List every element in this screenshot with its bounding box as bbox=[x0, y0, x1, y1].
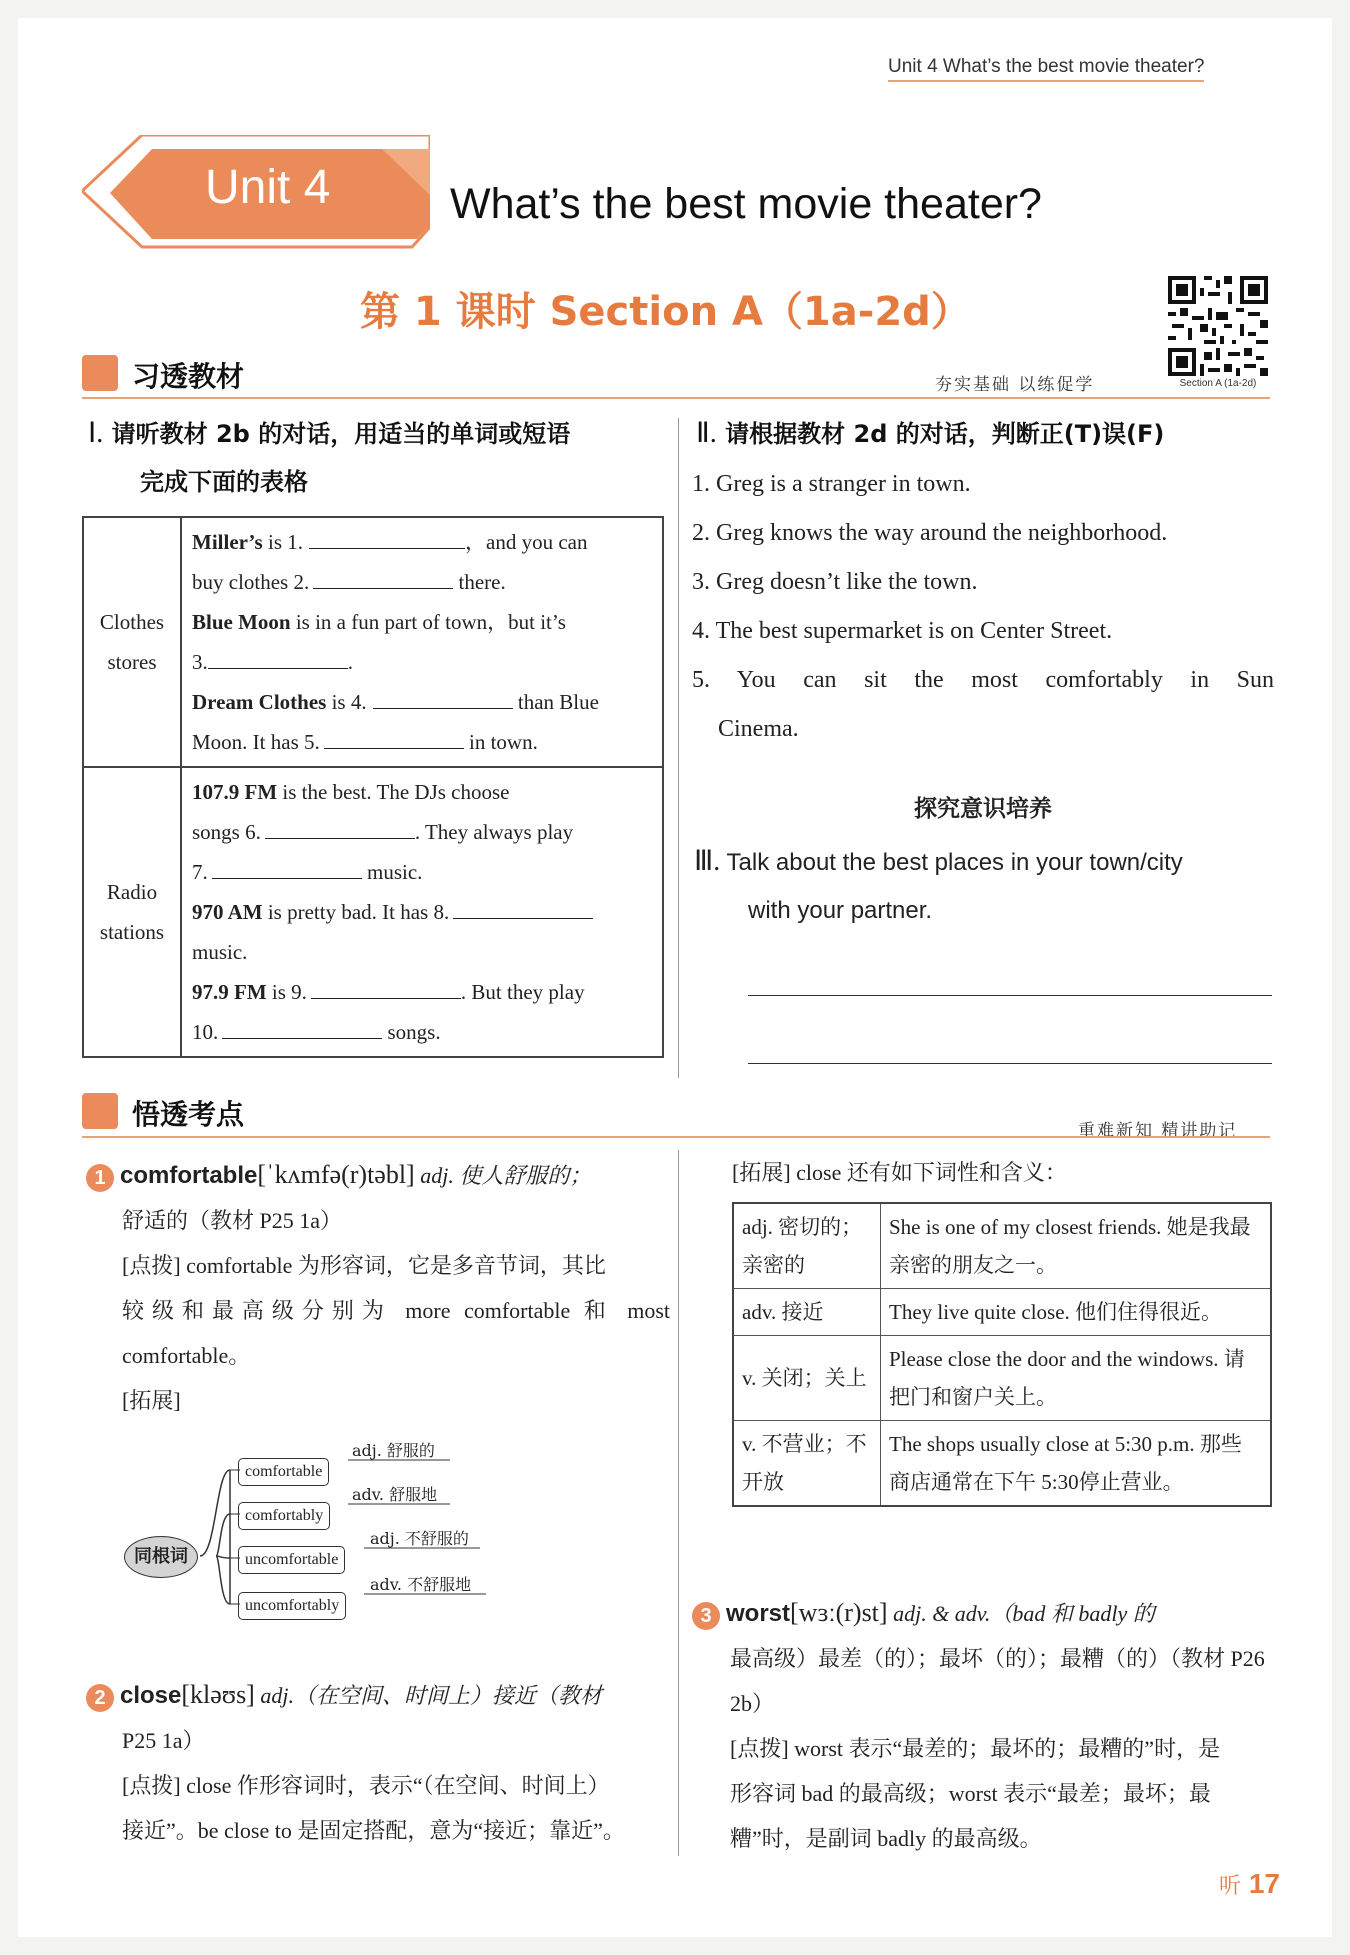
text: 10. bbox=[192, 1020, 219, 1044]
blank-3[interactable] bbox=[208, 644, 348, 669]
unit-label: Unit 4 bbox=[205, 161, 331, 214]
text: 7. bbox=[192, 860, 208, 884]
keypoint-2 bbox=[86, 1672, 670, 1853]
text: is the best. The DJs choose bbox=[277, 780, 510, 804]
station-name: 107.9 FM bbox=[192, 780, 278, 804]
text: songs 6. bbox=[192, 820, 261, 844]
text: [点拨] worst 表示“最差的；最坏的；最糟的”时，是 bbox=[730, 1736, 1221, 1761]
text: 3. bbox=[192, 650, 208, 674]
blank-5[interactable] bbox=[324, 724, 464, 749]
definition: adj. 使人舒服的； bbox=[414, 1163, 592, 1188]
table-cell-clothes bbox=[181, 517, 663, 767]
text: is 4. bbox=[326, 690, 367, 714]
tf-item: Cinema. bbox=[718, 716, 799, 742]
text: music. bbox=[361, 860, 423, 884]
tree-word: comfortably bbox=[238, 1502, 330, 1530]
text: [点拨] close 作形容词时，表示“（在空间、时间上） bbox=[122, 1773, 610, 1798]
table-row bbox=[733, 1336, 1271, 1421]
q1-num: Ⅰ. bbox=[88, 418, 104, 449]
text: . They always play bbox=[414, 820, 574, 844]
pos-cell: v. 关闭；关上 bbox=[733, 1336, 881, 1421]
tf-item: 5. You can sit the most comfortably in Sun bbox=[692, 667, 1274, 693]
q1-line2: 完成下面的表格 bbox=[140, 468, 308, 496]
close-meanings-table bbox=[732, 1202, 1272, 1507]
text: there. bbox=[453, 570, 506, 594]
tree-word: comfortable bbox=[238, 1458, 329, 1486]
example-cell: They live quite close. 他们住得很近。 bbox=[881, 1289, 1272, 1336]
table-row bbox=[733, 1421, 1271, 1507]
tf-item: 3. Greg doesn’t like the town. bbox=[692, 569, 978, 595]
text: comfortable。 bbox=[122, 1343, 251, 1368]
table-category: Radio stations bbox=[83, 767, 181, 1057]
q2-num: Ⅱ. bbox=[696, 418, 717, 449]
blank-4[interactable] bbox=[373, 684, 513, 709]
sub-title: 探究意识培养 bbox=[914, 796, 1052, 822]
text: in town. bbox=[463, 730, 538, 754]
page-prefix: 听 bbox=[1219, 1873, 1242, 1898]
word-tree bbox=[120, 1430, 500, 1670]
text: is 9. bbox=[266, 980, 307, 1004]
text: ，and you can bbox=[465, 530, 588, 554]
qr-code-icon[interactable] bbox=[1168, 276, 1268, 376]
definition: adj. & adv.（bad 和 badly 的 bbox=[887, 1601, 1155, 1626]
tf-item: 1. Greg is a stranger in town. bbox=[692, 471, 971, 497]
blank-10[interactable] bbox=[222, 1014, 382, 1039]
example-cell: She is one of my closest friends. 她是我最亲密的朋友之一。 bbox=[881, 1203, 1272, 1289]
store-name: Dream Clothes bbox=[192, 690, 327, 714]
tree-gloss: adv. 不舒服地 bbox=[370, 1575, 472, 1594]
text: 最高级）最差（的）；最坏（的）；最糟（的）（教材 P26 bbox=[730, 1646, 1265, 1671]
table-row bbox=[733, 1289, 1271, 1336]
answer-line[interactable] bbox=[748, 995, 1272, 996]
section2-right: 重难新知 精讲助记 bbox=[1078, 1121, 1238, 1141]
pos-cell: adj. 密切的；亲密的 bbox=[733, 1203, 881, 1289]
q3 bbox=[694, 838, 1274, 935]
column-divider bbox=[678, 1150, 679, 1856]
blank-1[interactable] bbox=[309, 524, 465, 549]
blank-7[interactable] bbox=[212, 854, 362, 879]
blank-2[interactable] bbox=[313, 564, 453, 589]
phonetic: [kləʊs] bbox=[181, 1680, 255, 1709]
tree-root: 同根词 bbox=[124, 1536, 198, 1578]
station-name: 97.9 FM bbox=[192, 980, 267, 1004]
page-number bbox=[1219, 1868, 1280, 1900]
section1-rule bbox=[82, 397, 1270, 399]
text: is in a fun part of town，but it’s bbox=[290, 610, 566, 634]
section2-rule bbox=[82, 1136, 1270, 1138]
text: than Blue bbox=[512, 690, 599, 714]
q3-line2: with your partner. bbox=[748, 897, 933, 924]
table-cell-radio bbox=[181, 767, 663, 1057]
table-row bbox=[733, 1203, 1271, 1289]
keypoint-number: 2 bbox=[86, 1684, 114, 1712]
pos-cell: v. 不营业；不开放 bbox=[733, 1421, 881, 1507]
keypoint-word: close bbox=[120, 1682, 182, 1709]
running-head: Unit 4 What’s the best movie theater? bbox=[888, 56, 1204, 82]
tree-word: uncomfortably bbox=[238, 1592, 346, 1620]
tree-gloss: adj. 舒服的 bbox=[352, 1441, 435, 1460]
tf-item: 2. Greg knows the way around the neighborhood. bbox=[692, 520, 1168, 546]
blank-6[interactable] bbox=[265, 814, 415, 839]
qr-label: Section A (1a-2d) bbox=[1179, 378, 1257, 389]
station-name: 970 AM bbox=[192, 900, 263, 924]
text: music. bbox=[192, 940, 248, 964]
example-cell: Please close the door and the windows. 请把门和窗户关上。 bbox=[881, 1336, 1272, 1421]
keypoint-3 bbox=[692, 1590, 1274, 1861]
keypoint-number: 3 bbox=[692, 1602, 720, 1630]
pos-cell: adv. 接近 bbox=[733, 1289, 881, 1336]
section2-title: 悟透考点 bbox=[132, 1098, 245, 1131]
section1-title: 习透教材 bbox=[132, 360, 245, 393]
expand-title: [拓展] close 还有如下词性和含义： bbox=[732, 1160, 1067, 1185]
keypoint-word: worst bbox=[726, 1600, 791, 1627]
tree-word: uncomfortable bbox=[238, 1546, 345, 1574]
text: [点拨] comfortable 为形容词，它是多音节词，其比 bbox=[122, 1253, 606, 1278]
unit-title: What’s the best movie theater? bbox=[450, 180, 1042, 228]
phonetic: [ˈkʌmfə(r)təbl] bbox=[257, 1160, 415, 1189]
store-name: Miller’s bbox=[192, 530, 263, 554]
q1-heading bbox=[88, 410, 678, 506]
section1-right: 夯实基础 以练促学 bbox=[935, 375, 1095, 395]
page-num: 17 bbox=[1248, 1868, 1280, 1899]
text: 较级和最高级分别为 more comfortable 和 most bbox=[122, 1298, 670, 1323]
example-cell: The shops usually close at 5:30 p.m. 那些商店通常在下午 5:30停止营业。 bbox=[881, 1421, 1272, 1507]
tree-gloss: adj. 不舒服的 bbox=[370, 1529, 469, 1548]
text: songs. bbox=[382, 1020, 441, 1044]
tree-gloss: adv. 舒服地 bbox=[352, 1485, 438, 1504]
keypoint-1 bbox=[86, 1152, 670, 1423]
column-divider bbox=[678, 418, 679, 1078]
blank-8[interactable] bbox=[453, 894, 593, 919]
lesson-heading: 第 1 课时 Section A（1a-2d） bbox=[360, 289, 971, 335]
phonetic: [wɜː(r)st] bbox=[790, 1598, 888, 1627]
text: P25 1a） bbox=[122, 1728, 205, 1753]
section-icon bbox=[82, 1093, 118, 1129]
section-icon bbox=[82, 355, 118, 391]
text: . But they play bbox=[460, 980, 585, 1004]
text: . bbox=[347, 650, 353, 674]
text: Moon. It has 5. bbox=[192, 730, 320, 754]
text: [拓展] bbox=[122, 1388, 181, 1413]
text: buy clothes 2. bbox=[192, 570, 310, 594]
blank-9[interactable] bbox=[311, 974, 461, 999]
q3-num: Ⅲ. bbox=[694, 846, 721, 877]
q2-heading bbox=[696, 410, 1276, 458]
tf-item: 4. The best supermarket is on Center Street. bbox=[692, 618, 1113, 644]
q3-line1: Talk about the best places in your town/city bbox=[726, 849, 1183, 876]
keypoint-word: comfortable bbox=[120, 1162, 258, 1189]
text: 形容词 bad 的最高级；worst 表示“最差；最坏；最 bbox=[730, 1781, 1211, 1806]
text: 糟”时，是副词 badly 的最高级。 bbox=[730, 1826, 1042, 1851]
text: 2b） bbox=[730, 1691, 775, 1716]
q2-title: 请根据教材 2d 的对话，判断正(T)误(F) bbox=[725, 420, 1165, 448]
store-name: Blue Moon bbox=[192, 610, 291, 634]
text: 舒适的（教材 P25 1a） bbox=[122, 1208, 343, 1233]
definition: adj.（在空间、时间上）接近（教材 bbox=[254, 1683, 602, 1708]
fill-in-table bbox=[82, 516, 664, 1058]
q1-line1: 请听教材 2b 的对话，用适当的单词或短语 bbox=[111, 420, 571, 448]
q2-list bbox=[692, 460, 1274, 754]
answer-line[interactable] bbox=[748, 1063, 1272, 1064]
text: is pretty bad. It has 8. bbox=[262, 900, 450, 924]
text: 接近”。be close to 是固定搭配，意为“接近；靠近”。 bbox=[122, 1818, 625, 1843]
table-category: Clothes stores bbox=[83, 517, 181, 767]
keypoint-number: 1 bbox=[86, 1164, 114, 1192]
text: is 1. bbox=[262, 530, 303, 554]
